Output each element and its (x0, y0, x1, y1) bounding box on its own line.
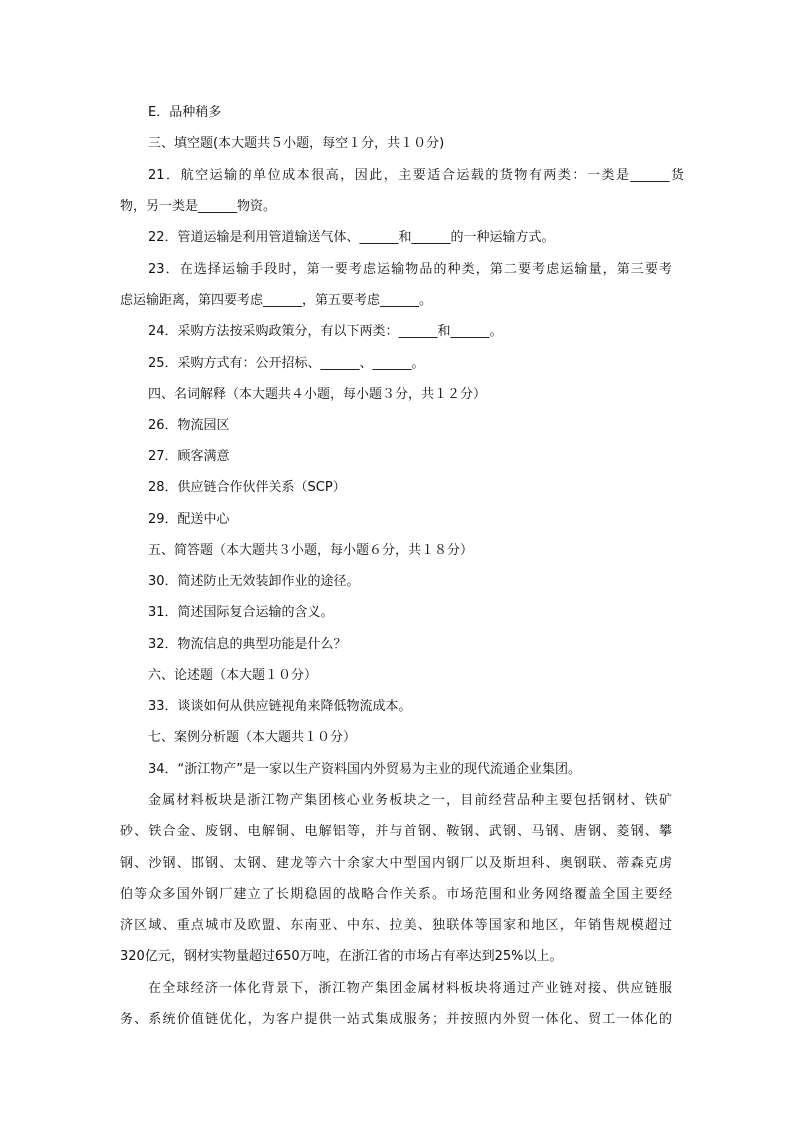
question-22: 22．管道运输是利用管道输送气体、______和______的一种运输方式。 (148, 230, 555, 245)
question-21-line-2: 物，另一类是______物资。 (120, 199, 277, 214)
question-28: 28．供应链合作伙伴关系（SCP） (148, 480, 346, 495)
question-31: 31．简述国际复合运输的含义。 (148, 605, 334, 620)
option-e: E．品种稍多 (148, 105, 222, 120)
case-paragraph-1-line-4: 伯等众多国外钢厂建立了长期稳固的战略合作关系。市场范围和业务网络覆盖全国主要经 (120, 887, 672, 902)
question-27: 27．顾客满意 (148, 449, 230, 464)
case-paragraph-1-line-2: 砂、铁合金、废钢、电解铜、电解铝等，并与首钢、鞍钢、武钢、马钢、唐钢、菱钢、攀 (120, 824, 672, 839)
case-paragraph-1-line-3: 钢、沙钢、邯钢、太钢、建龙等六十余家大中型国内钢厂以及斯坦科、奥钢联、蒂森克虏 (120, 856, 672, 871)
question-34: 34．“浙江物产”是一家以生产资料国内外贸易为主业的现代流通企业集团。 (148, 762, 582, 777)
case-paragraph-1-line-5: 济区域、重点城市及欧盟、东南亚、中东、拉美、独联体等国家和地区，年销售规模超过 (120, 918, 672, 933)
question-29: 29．配送中心 (148, 512, 230, 527)
case-paragraph-1-line-1: 金属材料板块是浙江物产集团核心业务板块之一，目前经营品种主要包括钢材、铁矿 (148, 793, 672, 808)
question-24: 24．采购方法按采购政策分，有以下两类：______和______。 (148, 324, 503, 339)
question-30: 30．简述防止无效装卸作业的途径。 (148, 574, 360, 589)
section-heading-terms: 四、名词解释（本大题共４小题，每小题３分，共１２分） (148, 387, 487, 402)
question-32: 32．物流信息的典型功能是什么？ (148, 637, 347, 652)
question-21-line-1: 21．航空运输的单位成本很高，因此，主要适合运载的货物有两类：一类是______货 (148, 168, 684, 183)
question-33: 33．谈谈如何从供应链视角来降低物流成本。 (148, 699, 412, 714)
case-paragraph-2-line-2: 务、系统价值链优化，为客户提供一站式集成服务；并按照内外贸一体化、贸工一体化的 (120, 1012, 672, 1027)
question-23-line-2: 虑运输距离，第四要考虑______，第五要考虑______。 (120, 293, 433, 308)
question-25: 25．采购方式有：公开招标、______、______。 (148, 356, 425, 371)
section-heading-short-answer: 五、简答题（本大题共３小题，每小题６分，共１８分） (148, 543, 474, 558)
question-26: 26．物流园区 (148, 418, 230, 433)
section-heading-case: 七、案例分析题（本大题共１０分） (148, 730, 357, 745)
section-heading-essay: 六、论述题（本大题１０分） (148, 668, 318, 683)
case-paragraph-2-line-1: 在全球经济一体化背景下，浙江物产集团金属材料板块将通过产业链对接、供应链服 (148, 981, 672, 996)
section-heading-fill-in: 三、填空题(本大题共５小题，每空１分，共１０分) (148, 136, 445, 151)
question-23-line-1: 23．在选择运输手段时，第一要考虑运输物品的种类，第二要考虑运输量，第三要考 (148, 262, 672, 277)
case-paragraph-1-line-6: 320亿元，钢材实物量超过650万吨，在浙江省的市场占有率达到25%以上。 (120, 949, 563, 964)
